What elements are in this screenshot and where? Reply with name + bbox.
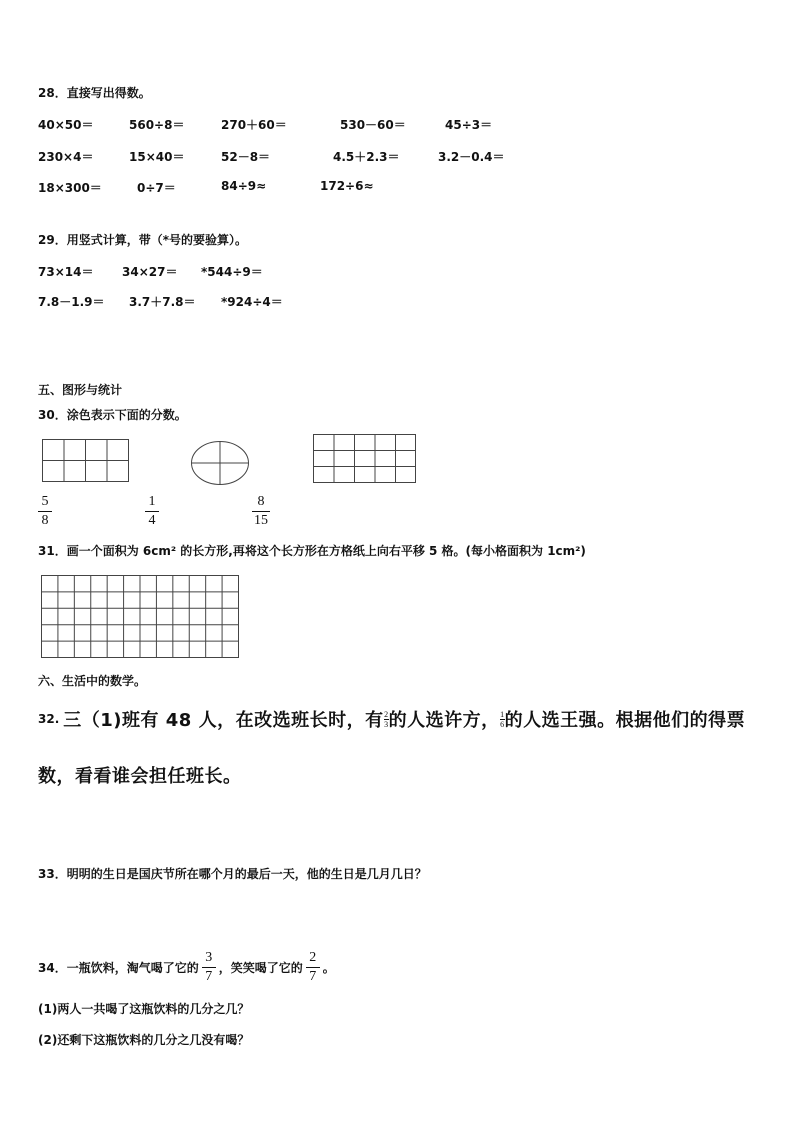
q34-text: 。: [322, 961, 335, 975]
circle-quarters: [190, 440, 250, 486]
q29-item: *924÷4＝: [221, 295, 283, 309]
q32-text: 的人选许方，: [388, 710, 500, 731]
q29-item: *544÷9＝: [201, 265, 263, 279]
q28-item: 530－60＝: [340, 118, 406, 132]
rectangle-grid-2x4: [42, 439, 130, 483]
numerator: 8: [257, 494, 265, 509]
q29-item: 7.8－1.9＝: [38, 295, 105, 309]
denominator: 7: [309, 969, 317, 984]
q29-item: 34×27＝: [122, 265, 178, 279]
numerator: 1: [500, 709, 505, 719]
numerator: 1: [148, 494, 156, 509]
numerator: 2: [309, 950, 317, 965]
fraction-2-3: [384, 711, 389, 728]
q34-sub-2: (2)还剩下这瓶饮料的几分之几没有喝？: [38, 1033, 250, 1047]
denominator: 3: [384, 719, 389, 729]
q32-number: 32.: [38, 712, 60, 726]
denominator: 7: [205, 969, 213, 984]
q28-item: 270＋60＝: [221, 118, 287, 132]
rectangle-grid-3x5: [313, 434, 417, 484]
fraction-1-6: [500, 711, 505, 728]
fraction-bar: [145, 511, 159, 512]
numerator: 2: [384, 709, 389, 719]
q28-item: 18×300＝: [38, 181, 102, 195]
section-heading: 六、生活中的数学。: [38, 674, 147, 688]
q28-item: 45÷3＝: [445, 118, 493, 132]
q28-item: 84÷9≈: [221, 179, 267, 193]
q28-item: 3.2－0.4＝: [438, 150, 505, 164]
q32-text: 的人选王强。根据他们的得票: [504, 710, 746, 731]
q30-title: 30．涂色表示下面的分数。: [38, 408, 187, 422]
q34-text: 34．一瓶饮料，淘气喝了它的: [38, 961, 199, 975]
fraction-8-15: [252, 494, 270, 529]
numerator: 3: [205, 950, 213, 965]
q29-item: 3.7＋7.8＝: [129, 295, 196, 309]
fraction-bar: [306, 967, 320, 968]
q28-item: 40×50＝: [38, 118, 94, 132]
q34-text: ，笑笑喝了它的: [218, 961, 303, 975]
q34-line-1: [38, 950, 335, 985]
denominator: 4: [148, 513, 156, 528]
fraction-bar: [252, 511, 270, 512]
q28-item: 15×40＝: [129, 150, 185, 164]
q32-line-1: [38, 706, 745, 732]
q28-item: 0÷7＝: [137, 181, 176, 195]
q28-item: 230×4＝: [38, 150, 94, 164]
denominator: 8: [41, 513, 49, 528]
q34-sub-1: (1)两人一共喝了这瓶饮料的几分之几？: [38, 1002, 250, 1016]
q28-title: 28．直接写出得数。: [38, 86, 151, 100]
q31-text: 31．画一个面积为 6cm² 的长方形,再将这个长方形在方格纸上向右平移 5 格。(每小格面积为 1cm²): [38, 544, 586, 558]
fraction-3-7: [202, 950, 216, 985]
denominator: 15: [254, 513, 268, 528]
q28-item: 560÷8＝: [129, 118, 185, 132]
numerator: 5: [41, 494, 49, 509]
section-heading: 五、图形与统计: [38, 383, 123, 397]
q32-line-2: 数，看看谁会担任班长。: [38, 766, 242, 787]
fraction-5-8: [38, 494, 52, 529]
fraction-bar: [38, 511, 52, 512]
square-grid-paper: [41, 575, 241, 659]
denominator: 6: [500, 719, 505, 729]
q32-text: 三（1)班有 48 人，在改选班长时，有: [63, 710, 384, 731]
q28-item: 4.5＋2.3＝: [333, 150, 400, 164]
q29-title: 29．用竖式计算，带（*号的要验算）。: [38, 233, 247, 247]
q28-item: 52－8＝: [221, 150, 271, 164]
q33-text: 33．明明的生日是国庆节所在哪个月的最后一天，他的生日是几月几日？: [38, 867, 427, 881]
q29-item: 73×14＝: [38, 265, 94, 279]
fraction-2-7: [306, 950, 320, 985]
fraction-1-4: [145, 494, 159, 529]
fraction-bar: [202, 967, 216, 968]
q28-item: 172÷6≈: [320, 179, 374, 193]
